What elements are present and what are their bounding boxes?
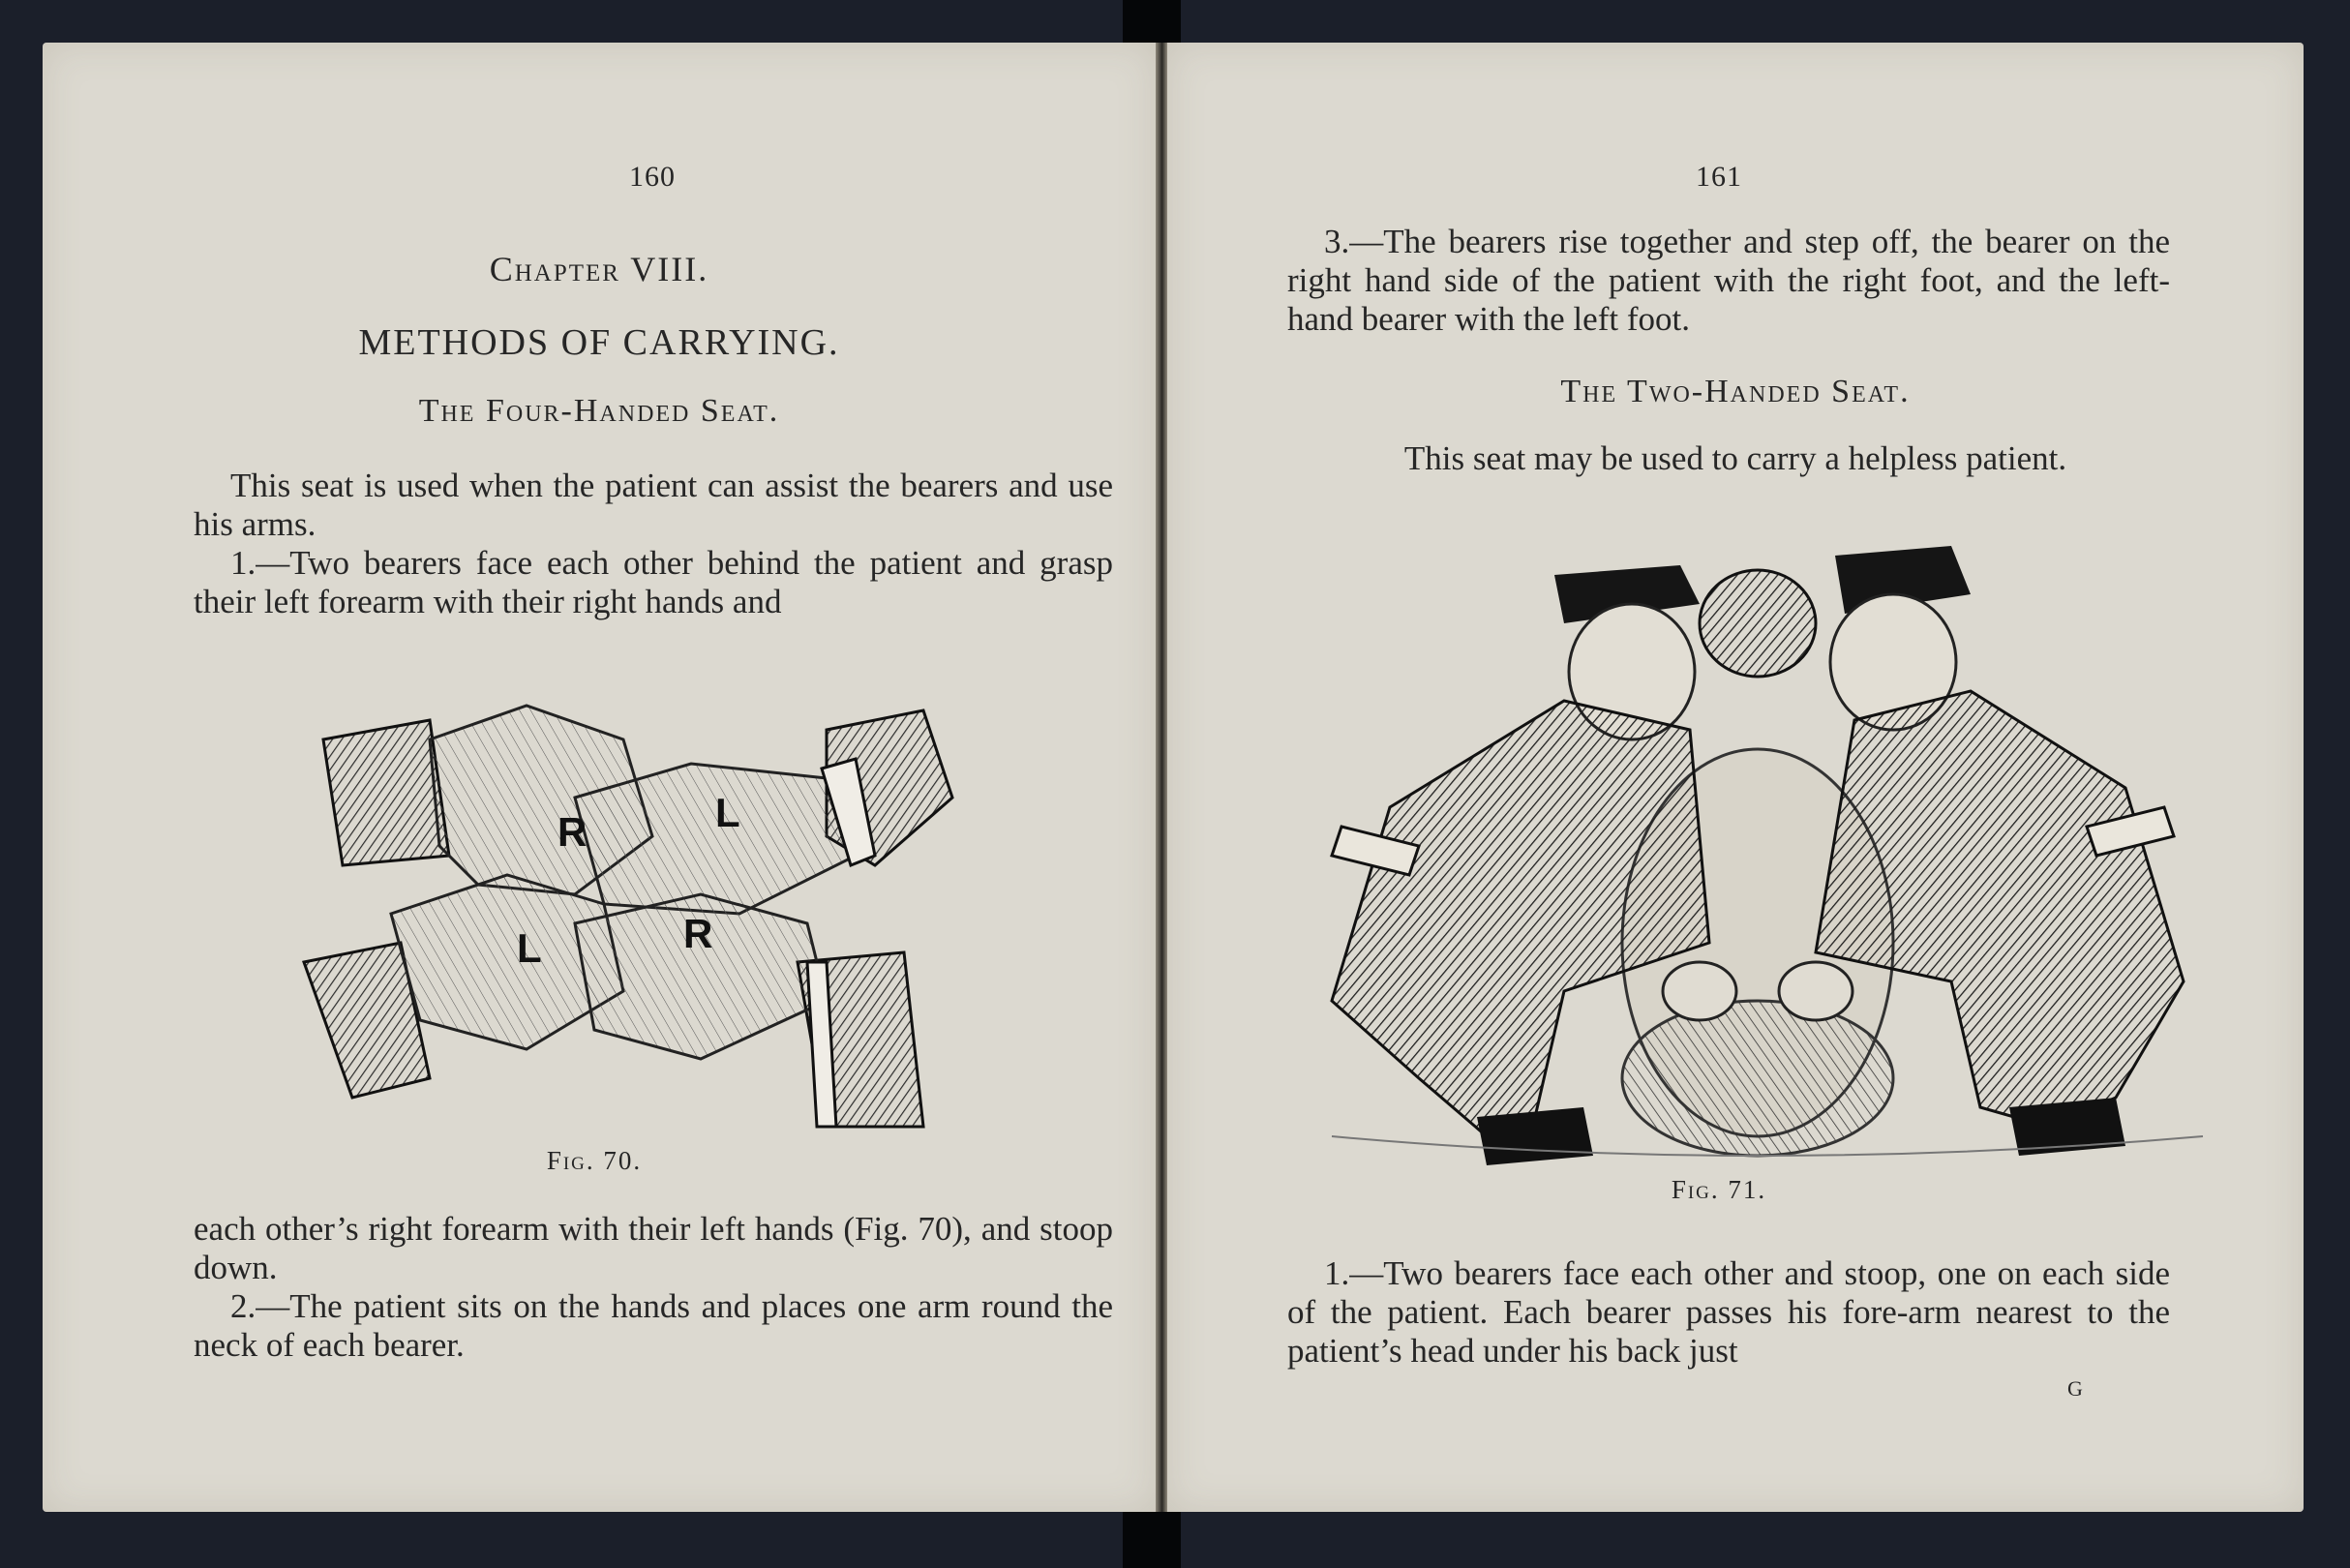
hand-label-l-bottom: L [517, 925, 542, 971]
figure-70-illustration [285, 672, 1020, 1146]
binding-bottom [1123, 1512, 1181, 1568]
chapter-title: METHODS OF CARRYING. [358, 322, 840, 363]
section-heading: The Four-Handed Seat. [418, 393, 780, 429]
book-gutter [1156, 43, 1167, 1512]
paragraph-step2: 2.—The patient sits on the hands and places one arm round the neck of each bearer. [194, 1287, 1113, 1364]
figure-71-illustration [1274, 536, 2242, 1175]
figure-71-caption: Fig. 71. [1671, 1175, 1767, 1204]
paragraph-step1: 1.—Two bearers face each other and stoop, one on each side of the patient. Each bearer passes his fore-arm nearest to the patient’s head under his back just [1287, 1254, 2170, 1370]
text-block-bottom [194, 1210, 1113, 1365]
paragraph-intro: This seat may be used to carry a helpless patient. [1403, 439, 2067, 477]
chapter-heading: Chapter VIII. [489, 250, 709, 288]
paragraph-step3: 3.—The bearers rise together and step off, the bearer on the right hand side of the patient with the right foot, and the left-hand bearer with the left foot. [1287, 223, 2170, 338]
figure-70-caption: Fig. 70. [546, 1146, 643, 1175]
text-block-top [194, 467, 1113, 621]
paragraph-step1a: 1.—Two bearers face each other behind the patient and grasp their left forearm with their right hands and [194, 544, 1113, 620]
hand-label-r-bottom: R [683, 911, 713, 956]
text-block-step1 [1287, 1254, 2170, 1371]
page-number: 161 [1696, 161, 1742, 193]
text-block-step3 [1287, 223, 2170, 339]
right-page [1167, 43, 2304, 1512]
section-heading: The Two-Handed Seat. [1560, 374, 1911, 409]
paragraph-step1b: each other’s right forearm with their left hands (Fig. 70), and stoop down. [194, 1210, 1113, 1286]
left-page [43, 43, 1156, 1512]
page-number: 160 [629, 161, 676, 193]
paragraph-intro: This seat is used when the patient can assist the bearers and use his arms. [194, 467, 1113, 543]
signature-mark: G [2067, 1376, 2083, 1401]
binding-top [1123, 0, 1181, 43]
hand-label-r-top: R [557, 809, 588, 855]
hand-label-l-top: L [715, 790, 740, 835]
